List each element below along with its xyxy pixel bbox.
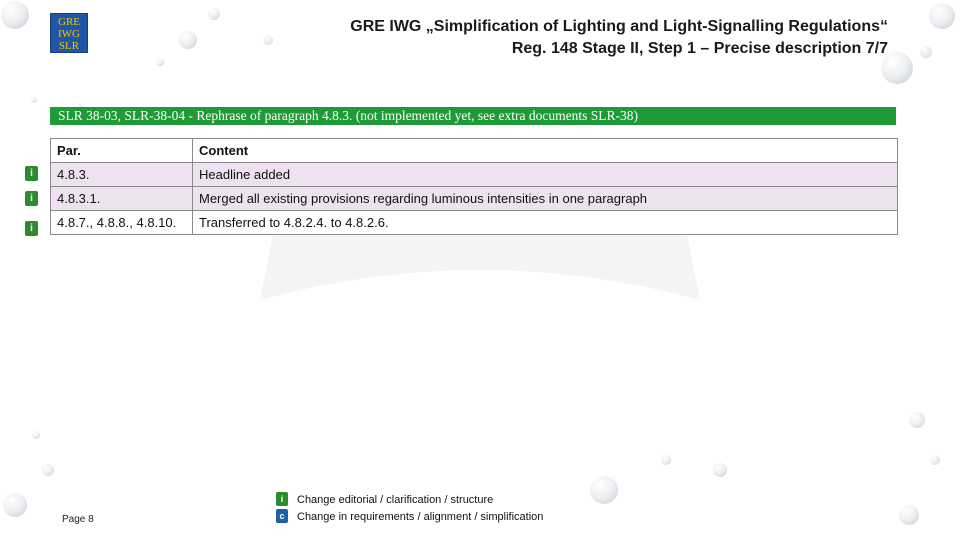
change-type-marker: i bbox=[25, 191, 38, 206]
legend-text: Change editorial / clarification / structure bbox=[297, 494, 494, 506]
table-row bbox=[51, 211, 898, 235]
table-row bbox=[51, 187, 898, 211]
table-row bbox=[51, 163, 898, 187]
cell-content: Transferred to 4.8.2.4. to 4.8.2.6. bbox=[193, 211, 898, 235]
column-header-par: Par. bbox=[51, 139, 193, 163]
cell-content: Merged all existing provisions regarding luminous intensities in one paragraph bbox=[193, 187, 898, 211]
logo-line-3: SLR bbox=[58, 40, 80, 52]
slide-title bbox=[128, 16, 888, 60]
slide-title-line-2: Reg. 148 Stage II, Step 1 – Precise description 7/7 bbox=[511, 40, 888, 57]
cell-par: 4.8.3.1. bbox=[51, 187, 193, 211]
section-banner: SLR 38-03, SLR-38-04 - Rephrase of paragraph 4.8.3. (not implemented yet, see extra documents SLR-38) bbox=[50, 107, 896, 125]
cell-par: 4.8.7., 4.8.8., 4.8.10. bbox=[51, 211, 193, 235]
change-type-marker: i bbox=[25, 166, 38, 181]
column-header-content: Content bbox=[193, 139, 898, 163]
change-type-marker: i bbox=[25, 221, 38, 236]
cell-content: Headline added bbox=[193, 163, 898, 187]
gre-iwg-slr-logo bbox=[50, 13, 88, 53]
cell-par: 4.8.3. bbox=[51, 163, 193, 187]
legend-text: Change in requirements / alignment / simplification bbox=[297, 511, 544, 523]
legend-marker-i: i bbox=[276, 492, 288, 506]
slide-title-line-1: GRE IWG „Simplification of Lighting and Light-Signalling Regulations“ bbox=[350, 18, 888, 35]
description-table bbox=[50, 138, 898, 235]
logo-line-2: IWG bbox=[58, 28, 80, 40]
logo-line-1: GRE bbox=[58, 16, 80, 28]
table-header-row bbox=[51, 139, 898, 163]
page-number: Page 8 bbox=[62, 514, 94, 525]
legend-marker-c: c bbox=[276, 509, 288, 523]
